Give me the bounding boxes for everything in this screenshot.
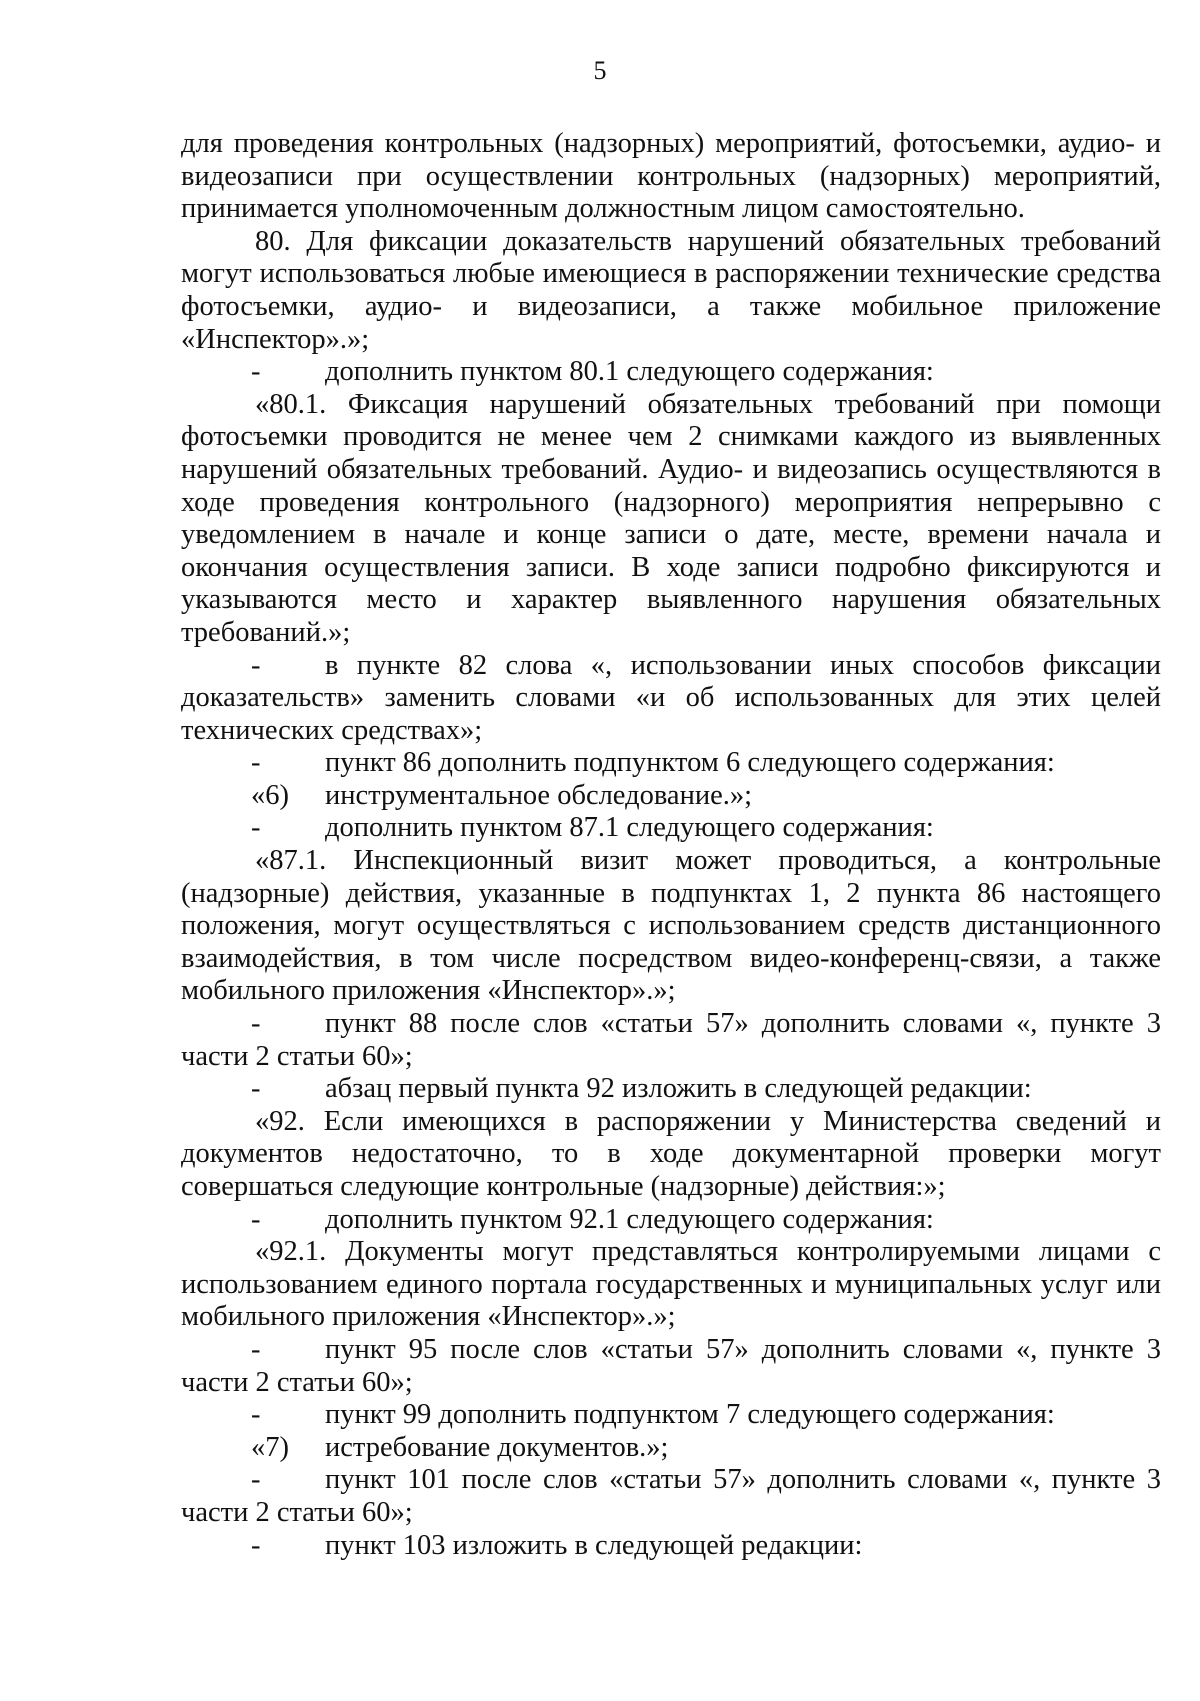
list-paragraph (181, 1530, 1161, 1563)
item-paragraph (181, 780, 1161, 813)
paragraph-text: дополнить пунктом 87.1 следующего содержания: (325, 812, 934, 844)
paragraph-text: дополнить пунктом 80.1 следующего содержания: (325, 356, 934, 388)
paragraph-text: пункт 88 после слов «статьи 57» дополнить словами «, пункте 3 части 2 статьи 60»; (181, 1008, 1161, 1072)
list-paragraph (181, 1008, 1161, 1073)
paragraph-text: инструментальное обследование.»; (325, 779, 753, 811)
list-marker: - (251, 1529, 261, 1561)
list-marker: - (251, 1008, 261, 1040)
paragraph-text: «92.1. Документы могут представляться контролируемыми лицами с использованием единого портала государственных и муниципальных услуг или мобильного приложения «Инспектор».»; (181, 1236, 1161, 1333)
list-marker: - (251, 1073, 261, 1105)
list-marker: - (251, 649, 261, 681)
paragraph-text: «80.1. Фиксация нарушений обязательных требований при помощи фотосъемки проводится не менее чем 2 снимками каждого из выявленных нарушений обязательных требований. Аудио- и видеозапись осуществляются в ходе проведения контрольного (надзорного) мероприятия непрерывно с уведомлением в начале и конце записи о дате, месте, времени начала и окончания осуществления записи. В ходе записи подробно фиксируются и указываются место и характер выявленного нарушения обязательных требований.»; (181, 388, 1161, 648)
list-marker: - (251, 356, 261, 388)
list-paragraph (181, 812, 1161, 845)
paragraph (181, 226, 1161, 356)
list-paragraph (181, 747, 1161, 780)
paragraph (181, 1236, 1161, 1334)
paragraph-text: пункт 99 дополнить подпунктом 7 следующего содержания: (325, 1399, 1055, 1431)
paragraph-text: пункт 101 после слов «статьи 57» дополнить словами «, пункте 3 части 2 статьи 60»; (181, 1464, 1161, 1528)
paragraph-text: абзац первый пункта 92 изложить в следующей редакции: (325, 1073, 1032, 1105)
paragraph (181, 845, 1161, 1008)
paragraph-text: «87.1. Инспекционный визит может проводиться, а контрольные (надзорные) действия, указанные в подпунктах 1, 2 пункта 86 настоящего положения, могут осуществляться с использованием средств дистанционного взаимодействия, в том числе посредством видео-конференц-связи, а также мобильного приложения «Инспектор».»; (181, 845, 1161, 1007)
page-number: 5 (593, 56, 607, 85)
list-paragraph (181, 356, 1161, 389)
paragraph (181, 128, 1161, 226)
list-paragraph (181, 650, 1161, 748)
paragraph (181, 1106, 1161, 1204)
paragraph-text: для проведения контрольных (надзорных) мероприятий, фотосъемки, аудио- и видеозаписи при осуществлении контрольных (надзорных) мероприятий, принимается уполномоченным должностным лицом самостоятельно. (181, 128, 1161, 225)
paragraph-text: пункт 86 дополнить подпунктом 6 следующего содержания: (325, 747, 1055, 779)
list-marker: - (251, 812, 261, 844)
list-marker: - (251, 1464, 261, 1496)
paragraph-text: пункт 103 изложить в следующей редакции: (325, 1529, 863, 1561)
item-paragraph (181, 1432, 1161, 1465)
list-paragraph (181, 1334, 1161, 1399)
paragraph-text: дополнить пунктом 92.1 следующего содержания: (325, 1203, 934, 1235)
paragraph (181, 389, 1161, 650)
item-marker: «6) (251, 779, 289, 811)
list-marker: - (251, 1333, 261, 1365)
document-body (181, 128, 1161, 1562)
list-marker: - (251, 1203, 261, 1235)
paragraph-text: истребование документов.»; (325, 1431, 669, 1463)
list-paragraph (181, 1464, 1161, 1529)
paragraph-text: пункт 95 после слов «статьи 57» дополнить словами «, пункте 3 части 2 статьи 60»; (181, 1333, 1161, 1398)
list-marker: - (251, 747, 261, 779)
list-marker: - (251, 1399, 261, 1431)
list-paragraph (181, 1204, 1161, 1237)
list-paragraph (181, 1399, 1161, 1432)
list-paragraph (181, 1073, 1161, 1106)
item-marker: «7) (251, 1431, 289, 1463)
paragraph-text: «92. Если имеющихся в распоряжении у Министерства сведений и документов недостаточно, то в ходе документарной проверки могут совершаться следующие контрольные (надзорные) действия:»; (181, 1105, 1161, 1202)
paragraph-text: в пункте 82 слова «, использовании иных способов фиксации доказательств» заменить словами «и об использованных для этих целей технических средствах»; (181, 649, 1161, 746)
paragraph-text: 80. Для фиксации доказательств нарушений обязательных требований могут использоваться любые имеющиеся в распоряжении технические средства фотосъемки, аудио- и видеозаписи, а также мобильное приложение «Инспектор».»; (181, 225, 1161, 355)
